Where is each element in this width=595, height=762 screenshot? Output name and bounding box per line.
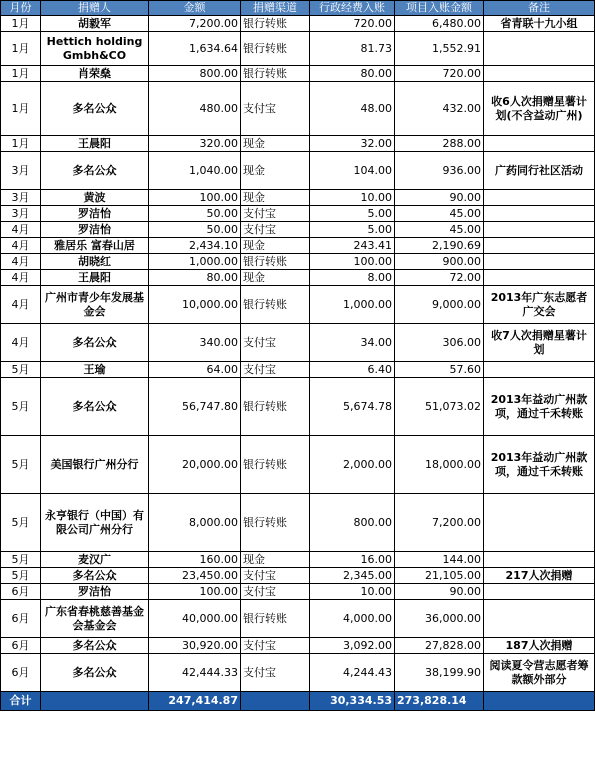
header-admin-fee: 行政经费入账	[310, 1, 395, 16]
channel-cell: 现金	[241, 190, 310, 206]
month-cell: 5月	[1, 362, 41, 378]
month-cell: 4月	[1, 270, 41, 286]
note-cell	[484, 238, 595, 254]
note-cell: 阅读夏令营志愿者筹款额外部分	[484, 654, 595, 692]
channel-cell: 支付宝	[241, 584, 310, 600]
channel-cell: 支付宝	[241, 82, 310, 136]
table-row	[1, 238, 595, 254]
month-cell: 1月	[1, 16, 41, 32]
table-row	[1, 552, 595, 568]
channel-cell: 现金	[241, 270, 310, 286]
total-row	[1, 692, 595, 711]
header-donor: 捐赠人	[41, 1, 149, 16]
admin-fee-cell: 80.00	[310, 66, 395, 82]
donor-cell: 胡毅军	[41, 16, 149, 32]
admin-fee-cell: 243.41	[310, 238, 395, 254]
donor-cell: 罗洁怡	[41, 222, 149, 238]
project-amount-cell: 57.60	[395, 362, 484, 378]
channel-cell: 银行转账	[241, 494, 310, 552]
donor-cell: 多名公众	[41, 82, 149, 136]
table-row	[1, 190, 595, 206]
header-project-amount: 项目入账金额	[395, 1, 484, 16]
admin-fee-cell: 32.00	[310, 136, 395, 152]
amount-cell: 7,200.00	[149, 16, 241, 32]
month-cell: 4月	[1, 254, 41, 270]
project-amount-cell: 2,190.69	[395, 238, 484, 254]
note-cell	[484, 136, 595, 152]
amount-cell: 50.00	[149, 206, 241, 222]
donor-cell: 王晨阳	[41, 136, 149, 152]
note-cell	[484, 552, 595, 568]
donor-cell: 多名公众	[41, 568, 149, 584]
project-amount-cell: 21,105.00	[395, 568, 484, 584]
donor-cell: 广东省春桃慈善基金会基金会	[41, 600, 149, 638]
project-amount-cell: 27,828.00	[395, 638, 484, 654]
project-amount-cell: 288.00	[395, 136, 484, 152]
month-cell: 4月	[1, 286, 41, 324]
month-cell: 4月	[1, 324, 41, 362]
header-row	[1, 1, 595, 16]
project-amount-cell: 90.00	[395, 584, 484, 600]
channel-cell: 现金	[241, 152, 310, 190]
admin-fee-cell: 5.00	[310, 206, 395, 222]
donor-cell: 雅居乐 富春山居	[41, 238, 149, 254]
amount-cell: 800.00	[149, 66, 241, 82]
admin-fee-cell: 100.00	[310, 254, 395, 270]
table-row	[1, 136, 595, 152]
project-amount-cell: 36,000.00	[395, 600, 484, 638]
donor-cell: 罗洁怡	[41, 584, 149, 600]
channel-cell: 现金	[241, 552, 310, 568]
donor-cell: Hettich holding Gmbh&CO	[41, 32, 149, 66]
project-amount-cell: 18,000.00	[395, 436, 484, 494]
project-amount-cell: 900.00	[395, 254, 484, 270]
note-cell	[484, 362, 595, 378]
note-cell: 2013年益动广州款项，通过千禾转账	[484, 436, 595, 494]
total-amount: 247,414.87	[149, 692, 241, 711]
month-cell: 5月	[1, 378, 41, 436]
admin-fee-cell: 48.00	[310, 82, 395, 136]
table-row	[1, 494, 595, 552]
donor-cell: 肖荣燊	[41, 66, 149, 82]
channel-cell: 银行转账	[241, 378, 310, 436]
note-cell: 2013年益动广州款项，通过千禾转账	[484, 378, 595, 436]
amount-cell: 320.00	[149, 136, 241, 152]
table-row	[1, 152, 595, 190]
channel-cell: 银行转账	[241, 254, 310, 270]
table-row	[1, 82, 595, 136]
note-cell	[484, 584, 595, 600]
table-row	[1, 600, 595, 638]
amount-cell: 50.00	[149, 222, 241, 238]
project-amount-cell: 38,199.90	[395, 654, 484, 692]
total-donor-cell	[41, 692, 149, 711]
admin-fee-cell: 2,345.00	[310, 568, 395, 584]
project-amount-cell: 720.00	[395, 66, 484, 82]
table-row	[1, 378, 595, 436]
amount-cell: 42,444.33	[149, 654, 241, 692]
amount-cell: 64.00	[149, 362, 241, 378]
month-cell: 1月	[1, 66, 41, 82]
month-cell: 3月	[1, 206, 41, 222]
amount-cell: 100.00	[149, 190, 241, 206]
donor-cell: 王瑜	[41, 362, 149, 378]
header-amount: 金额	[149, 1, 241, 16]
note-cell: 收7人次捐赠星薯计划	[484, 324, 595, 362]
admin-fee-cell: 10.00	[310, 584, 395, 600]
total-note-cell	[484, 692, 595, 711]
donor-cell: 多名公众	[41, 654, 149, 692]
channel-cell: 现金	[241, 136, 310, 152]
project-amount-cell: 45.00	[395, 222, 484, 238]
table-row	[1, 66, 595, 82]
donor-cell: 美国银行广州分行	[41, 436, 149, 494]
table-row	[1, 654, 595, 692]
amount-cell: 23,450.00	[149, 568, 241, 584]
project-amount-cell: 144.00	[395, 552, 484, 568]
project-amount-cell: 936.00	[395, 152, 484, 190]
month-cell: 5月	[1, 436, 41, 494]
amount-cell: 1,040.00	[149, 152, 241, 190]
note-cell: 广药同行社区活动	[484, 152, 595, 190]
total-label: 合计	[1, 692, 41, 711]
channel-cell: 支付宝	[241, 638, 310, 654]
channel-cell: 支付宝	[241, 222, 310, 238]
channel-cell: 银行转账	[241, 600, 310, 638]
project-amount-cell: 306.00	[395, 324, 484, 362]
table-row	[1, 286, 595, 324]
total-project-amount: 273,828.14	[395, 692, 484, 711]
month-cell: 5月	[1, 568, 41, 584]
donor-cell: 多名公众	[41, 152, 149, 190]
month-cell: 4月	[1, 222, 41, 238]
admin-fee-cell: 2,000.00	[310, 436, 395, 494]
project-amount-cell: 9,000.00	[395, 286, 484, 324]
month-cell: 6月	[1, 638, 41, 654]
month-cell: 6月	[1, 600, 41, 638]
admin-fee-cell: 5.00	[310, 222, 395, 238]
admin-fee-cell: 8.00	[310, 270, 395, 286]
table-row	[1, 362, 595, 378]
donor-cell: 广州市青少年发展基金会	[41, 286, 149, 324]
admin-fee-cell: 34.00	[310, 324, 395, 362]
admin-fee-cell: 104.00	[310, 152, 395, 190]
donor-cell: 多名公众	[41, 638, 149, 654]
admin-fee-cell: 800.00	[310, 494, 395, 552]
table-row	[1, 584, 595, 600]
total-admin-fee: 30,334.53	[310, 692, 395, 711]
admin-fee-cell: 4,000.00	[310, 600, 395, 638]
amount-cell: 20,000.00	[149, 436, 241, 494]
channel-cell: 支付宝	[241, 206, 310, 222]
donor-cell: 多名公众	[41, 324, 149, 362]
table-row	[1, 222, 595, 238]
note-cell: 省青联十九小组	[484, 16, 595, 32]
month-cell: 3月	[1, 190, 41, 206]
note-cell	[484, 206, 595, 222]
donor-cell: 罗洁怡	[41, 206, 149, 222]
month-cell: 6月	[1, 654, 41, 692]
donor-cell: 王晨阳	[41, 270, 149, 286]
header-channel: 捐赠渠道	[241, 1, 310, 16]
project-amount-cell: 45.00	[395, 206, 484, 222]
table-body	[1, 16, 595, 692]
month-cell: 4月	[1, 238, 41, 254]
table-row	[1, 206, 595, 222]
header-month: 月份	[1, 1, 41, 16]
donor-cell: 胡晓红	[41, 254, 149, 270]
note-cell	[484, 254, 595, 270]
note-cell	[484, 66, 595, 82]
table-row	[1, 436, 595, 494]
channel-cell: 银行转账	[241, 66, 310, 82]
amount-cell: 1,000.00	[149, 254, 241, 270]
table-row	[1, 254, 595, 270]
project-amount-cell: 90.00	[395, 190, 484, 206]
note-cell: 2013年广东志愿者广交会	[484, 286, 595, 324]
month-cell: 1月	[1, 32, 41, 66]
admin-fee-cell: 1,000.00	[310, 286, 395, 324]
table-row	[1, 638, 595, 654]
amount-cell: 480.00	[149, 82, 241, 136]
note-cell	[484, 600, 595, 638]
table-row	[1, 324, 595, 362]
amount-cell: 10,000.00	[149, 286, 241, 324]
amount-cell: 8,000.00	[149, 494, 241, 552]
note-cell	[484, 222, 595, 238]
month-cell: 5月	[1, 494, 41, 552]
amount-cell: 80.00	[149, 270, 241, 286]
note-cell: 217人次捐赠	[484, 568, 595, 584]
total-channel-cell	[241, 692, 310, 711]
project-amount-cell: 1,552.91	[395, 32, 484, 66]
amount-cell: 1,634.64	[149, 32, 241, 66]
month-cell: 1月	[1, 82, 41, 136]
amount-cell: 30,920.00	[149, 638, 241, 654]
channel-cell: 支付宝	[241, 362, 310, 378]
donor-cell: 麦汉广	[41, 552, 149, 568]
table-row	[1, 32, 595, 66]
project-amount-cell: 51,073.02	[395, 378, 484, 436]
channel-cell: 银行转账	[241, 32, 310, 66]
note-cell	[484, 32, 595, 66]
amount-cell: 2,434.10	[149, 238, 241, 254]
channel-cell: 银行转账	[241, 436, 310, 494]
admin-fee-cell: 4,244.43	[310, 654, 395, 692]
amount-cell: 100.00	[149, 584, 241, 600]
admin-fee-cell: 6.40	[310, 362, 395, 378]
channel-cell: 银行转账	[241, 16, 310, 32]
channel-cell: 支付宝	[241, 568, 310, 584]
admin-fee-cell: 5,674.78	[310, 378, 395, 436]
amount-cell: 340.00	[149, 324, 241, 362]
project-amount-cell: 6,480.00	[395, 16, 484, 32]
month-cell: 3月	[1, 152, 41, 190]
table-row	[1, 270, 595, 286]
project-amount-cell: 432.00	[395, 82, 484, 136]
amount-cell: 160.00	[149, 552, 241, 568]
channel-cell: 支付宝	[241, 654, 310, 692]
project-amount-cell: 72.00	[395, 270, 484, 286]
donor-cell: 黄波	[41, 190, 149, 206]
note-cell: 187人次捐赠	[484, 638, 595, 654]
table-row	[1, 16, 595, 32]
admin-fee-cell: 720.00	[310, 16, 395, 32]
header-note: 备注	[484, 1, 595, 16]
amount-cell: 56,747.80	[149, 378, 241, 436]
project-amount-cell: 7,200.00	[395, 494, 484, 552]
channel-cell: 现金	[241, 238, 310, 254]
note-cell	[484, 270, 595, 286]
note-cell	[484, 190, 595, 206]
admin-fee-cell: 16.00	[310, 552, 395, 568]
month-cell: 6月	[1, 584, 41, 600]
note-cell: 收6人次捐赠星薯计划(不含益动广州)	[484, 82, 595, 136]
amount-cell: 40,000.00	[149, 600, 241, 638]
admin-fee-cell: 81.73	[310, 32, 395, 66]
channel-cell: 支付宝	[241, 324, 310, 362]
donor-cell: 多名公众	[41, 378, 149, 436]
note-cell	[484, 494, 595, 552]
month-cell: 5月	[1, 552, 41, 568]
admin-fee-cell: 10.00	[310, 190, 395, 206]
donor-cell: 永亨银行（中国）有限公司广州分行	[41, 494, 149, 552]
channel-cell: 银行转账	[241, 286, 310, 324]
table-row	[1, 568, 595, 584]
admin-fee-cell: 3,092.00	[310, 638, 395, 654]
month-cell: 1月	[1, 136, 41, 152]
